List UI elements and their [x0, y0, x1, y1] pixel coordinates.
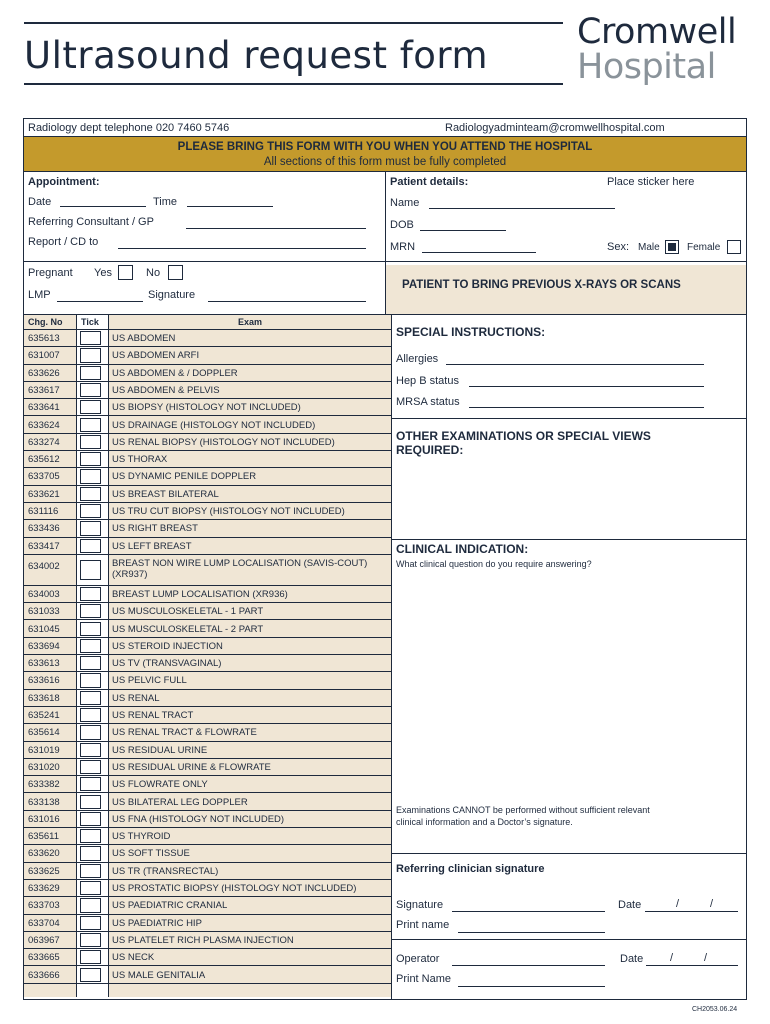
other-exams-heading-1: OTHER EXAMINATIONS OR SPECIAL VIEWS: [396, 429, 651, 443]
charge-number: 633618: [28, 692, 60, 704]
exam-tick-box[interactable]: [80, 383, 101, 397]
referring-label: Referring Consultant / GP: [28, 216, 154, 228]
exam-name: US BIOPSY (HISTOLOGY NOT INCLUDED): [112, 402, 301, 414]
table-row: [24, 724, 391, 741]
charge-number: 633620: [28, 848, 60, 860]
exam-name: US MUSCULOSKELETAL - 1 PART: [112, 606, 264, 618]
request-form: [23, 118, 747, 1000]
charge-number: 631033: [28, 606, 60, 618]
charge-number: 633641: [28, 402, 60, 414]
referrer-print-name-label: Print name: [396, 919, 450, 931]
exam-tick-box[interactable]: [80, 725, 101, 739]
operator-print-name-label: Print Name: [396, 973, 452, 985]
operator-date-field[interactable]: [646, 955, 738, 966]
exam-name: US BREAST BILATERAL: [112, 488, 219, 500]
exam-name: US PROSTATIC BIOPSY (HISTOLOGY NOT INCLUDED): [112, 883, 357, 894]
special-instructions-heading: SPECIAL INSTRUCTIONS:: [396, 325, 546, 339]
table-row: [24, 880, 391, 897]
hepb-label: Hep B status: [396, 375, 459, 387]
table-row: [24, 949, 391, 966]
exam-name: BREAST LUMP LOCALISATION (XR936): [112, 588, 288, 600]
date-field[interactable]: [60, 196, 146, 207]
pregnant-no-checkbox[interactable]: [168, 265, 183, 280]
radiology-telephone: Radiology dept telephone 020 7460 5746: [28, 122, 230, 134]
exam-name: US TR (TRANSRECTAL): [112, 865, 219, 877]
exam-name: US RENAL TRACT: [112, 710, 194, 721]
exam-name: US FNA (HISTOLOGY NOT INCLUDED): [112, 813, 285, 825]
clinical-note-2: clinical information and a Doctor’s signature.: [396, 817, 573, 827]
exam-tick-box[interactable]: [80, 504, 101, 518]
charge-number: 633621: [28, 488, 60, 500]
table-row: [24, 776, 391, 793]
pregnancy-signature-label: Signature: [148, 289, 196, 301]
charge-number: 631016: [28, 813, 60, 825]
exam-tick-box[interactable]: [80, 560, 101, 580]
pregnant-label: Pregnant: [28, 267, 73, 279]
exam-tick-box[interactable]: [80, 656, 101, 670]
radiology-email: Radiologyadminteam@cromwellhospital.com: [445, 122, 665, 134]
exam-tick-box[interactable]: [80, 950, 101, 964]
exam-tick-box[interactable]: [80, 708, 101, 722]
exam-name: US DRAINAGE (HISTOLOGY NOT INCLUDED): [112, 419, 316, 431]
table-row: [24, 621, 391, 638]
operator-label: Operator: [396, 953, 440, 965]
table-row: [24, 417, 391, 434]
mrn-field[interactable]: [422, 242, 536, 253]
exam-tick-box[interactable]: [80, 418, 101, 432]
other-exams-area[interactable]: [392, 459, 746, 539]
operator-print-name-field[interactable]: [458, 976, 605, 987]
operator-date-label: Date: [620, 953, 644, 965]
exam-tick-box[interactable]: [80, 604, 101, 618]
name-field[interactable]: [429, 198, 615, 209]
yes-label: Yes: [94, 267, 112, 279]
charge-number: 633626: [28, 367, 60, 379]
table-row: [24, 794, 391, 811]
charge-number: 635611: [28, 831, 59, 843]
exam-tick-box[interactable]: [80, 898, 101, 912]
divider: [392, 418, 746, 419]
charge-number: 633704: [28, 917, 60, 929]
exam-name: US THORAX: [112, 454, 168, 466]
exam-name: US NECK: [112, 952, 155, 964]
sticker-label: Place sticker here: [607, 176, 695, 188]
exam-tick-box[interactable]: [80, 400, 101, 414]
mrn-label: MRN: [390, 241, 416, 253]
divider: [392, 539, 746, 540]
dob-field[interactable]: [420, 220, 506, 231]
exam-name: US DYNAMIC PENILE DOPPLER: [112, 471, 257, 483]
bring-xrays-notice: PATIENT TO BRING PREVIOUS X-RAYS OR SCANS: [402, 279, 681, 291]
table-row: [24, 967, 391, 984]
charge-number: 633382: [28, 779, 60, 791]
male-label: Male: [638, 242, 660, 253]
charge-number: 633138: [28, 796, 60, 808]
col-tick-header: Tick: [81, 317, 99, 327]
exam-name: US ABDOMEN ARFI: [112, 350, 200, 362]
other-exams-heading-2: REQUIRED:: [396, 443, 464, 457]
charge-number: 634002: [28, 560, 60, 572]
page-title: Ultrasound request form: [24, 34, 488, 77]
mrsa-label: MRSA status: [396, 396, 460, 408]
exam-name: US FLOWRATE ONLY: [112, 779, 208, 791]
mrsa-field[interactable]: [469, 397, 704, 408]
exam-tick-box[interactable]: [80, 968, 101, 982]
charge-number: 633417: [28, 540, 60, 552]
appointment-heading: Appointment:: [28, 176, 100, 188]
exam-name: US TRU CUT BIOPSY (HISTOLOGY NOT INCLUDED): [112, 506, 345, 517]
table-row: [24, 399, 391, 416]
table-row: [24, 932, 391, 949]
exam-tick-box[interactable]: [80, 366, 101, 380]
time-field[interactable]: [187, 196, 273, 207]
col-exam-header: Exam: [237, 317, 263, 327]
referrer-print-name-field[interactable]: [458, 922, 605, 933]
time-label: Time: [153, 196, 178, 208]
patient-heading: Patient details:: [390, 176, 469, 188]
exam-tick-box[interactable]: [80, 673, 101, 687]
charge-number: 633616: [28, 675, 60, 687]
exam-name: US THYROID: [112, 831, 171, 843]
table-row: [24, 347, 391, 364]
charge-number: 631020: [28, 761, 60, 773]
exam-name: US LEFT BREAST: [112, 540, 192, 552]
lmp-label: LMP: [28, 289, 51, 301]
exam-name: US PLATELET RICH PLASMA INJECTION: [112, 934, 294, 946]
table-row: [24, 845, 391, 862]
exam-name: US MUSCULOSKELETAL - 2 PART: [112, 623, 264, 635]
charge-number: 635614: [28, 727, 60, 739]
table-row: [24, 520, 391, 537]
table-row: [24, 811, 391, 828]
exam-name: US PAEDIATRIC CRANIAL: [112, 900, 228, 912]
exam-name: US STEROID INJECTION: [112, 640, 223, 652]
pregnant-yes-checkbox[interactable]: [118, 265, 133, 280]
exam-name: US RIGHT BREAST: [112, 523, 198, 535]
name-label: Name: [390, 197, 420, 209]
exam-name: US PELVIC FULL: [112, 675, 187, 687]
table-row: [24, 707, 391, 724]
divider: [24, 261, 746, 262]
divider: [392, 853, 746, 854]
exam-tick-box[interactable]: [80, 743, 101, 757]
referrer-date-label: Date: [618, 899, 642, 911]
table-row: [24, 538, 391, 555]
charge-number: 633629: [28, 883, 60, 894]
exam-tick-box[interactable]: [80, 452, 101, 466]
charge-number: 633703: [28, 900, 60, 912]
exam-tick-box[interactable]: [80, 881, 101, 895]
table-row: [24, 468, 391, 485]
col-chg-header: Chg. No: [28, 317, 63, 327]
title-bottom-rule: [24, 83, 563, 85]
exam-tick-box[interactable]: [80, 587, 101, 601]
table-row: [24, 828, 391, 845]
exam-tick-box[interactable]: [80, 795, 101, 809]
charge-number: 631045: [28, 623, 60, 635]
exam-tick-box[interactable]: [80, 829, 101, 843]
form-code: CH2053.06.24: [692, 1006, 738, 1013]
charge-number: 634003: [28, 588, 60, 600]
clinical-question: What clinical question do you require answering?: [396, 559, 592, 569]
table-row: [24, 672, 391, 689]
operator-field[interactable]: [452, 955, 605, 966]
clinical-indication-area[interactable]: [392, 574, 746, 799]
table-row: [24, 897, 391, 914]
date-slash: /: [710, 898, 714, 910]
exam-name: US RENAL BIOPSY (HISTOLOGY NOT INCLUDED): [112, 436, 335, 448]
date-slash: /: [670, 952, 674, 964]
exam-tick-box[interactable]: [80, 331, 101, 345]
table-row: [24, 863, 391, 880]
date-slash: /: [704, 952, 708, 964]
exam-name: BREAST NON WIRE LUMP LOCALISATION (SAVIS-COUT) (XR937): [112, 557, 368, 580]
banner-line-1: PLEASE BRING THIS FORM WITH YOU WHEN YOU ATTEND THE HOSPITAL: [177, 141, 593, 153]
exam-tick-box[interactable]: [80, 777, 101, 791]
exam-tick-box[interactable]: [80, 846, 101, 860]
table-row: [24, 655, 391, 672]
exam-name: US ABDOMEN & / DOPPLER: [112, 367, 238, 379]
hospital-logo: [577, 12, 737, 87]
allergies-field[interactable]: [446, 354, 704, 365]
lmp-field[interactable]: [57, 291, 143, 302]
exam-name: US BILATERAL LEG DOPPLER: [112, 796, 248, 808]
charge-number: 633613: [28, 658, 60, 670]
exam-name: US RENAL: [112, 692, 160, 704]
exam-tick-box[interactable]: [80, 639, 101, 653]
pregnancy-signature-field[interactable]: [208, 291, 366, 302]
title-top-rule: [24, 22, 563, 24]
table-row: [24, 586, 391, 603]
sex-label: Sex:: [607, 241, 630, 253]
charge-number: 635241: [28, 710, 60, 721]
divider: [392, 939, 746, 940]
table-row: [24, 365, 391, 382]
exam-name: US RENAL TRACT & FLOWRATE: [112, 727, 257, 739]
charge-number: 633665: [28, 952, 60, 964]
hepb-field[interactable]: [469, 376, 704, 387]
male-checkbox[interactable]: [665, 240, 679, 254]
exam-tick-box[interactable]: [80, 916, 101, 930]
exam-tick-box[interactable]: [80, 487, 101, 501]
referring-field[interactable]: [186, 218, 366, 229]
referrer-heading: Referring clinician signature: [396, 863, 545, 875]
exam-tick-box[interactable]: [80, 622, 101, 636]
female-label: Female: [687, 242, 721, 253]
exam-tick-box[interactable]: [80, 760, 101, 774]
exam-tick-box[interactable]: [80, 521, 101, 535]
table-row: [24, 330, 391, 347]
exam-tick-box[interactable]: [80, 691, 101, 705]
clinical-indication-heading: CLINICAL INDICATION:: [396, 542, 529, 556]
charge-number: 633694: [28, 640, 60, 652]
charge-number: 633625: [28, 865, 60, 877]
table-row: [24, 759, 391, 776]
female-checkbox[interactable]: [727, 240, 741, 254]
charge-number: 631019: [28, 744, 60, 756]
logo-line-cromwell: Cromwell: [577, 12, 737, 52]
table-row: [24, 555, 391, 586]
table-row: [24, 451, 391, 468]
charge-number: 633274: [28, 436, 60, 448]
exam-name: US ABDOMEN: [112, 333, 176, 344]
exam-name: US RESIDUAL URINE & FLOWRATE: [112, 761, 271, 773]
exam-tick-box[interactable]: [80, 539, 101, 553]
charge-number: 631007: [28, 350, 60, 362]
exam-name: US RESIDUAL URINE: [112, 744, 208, 756]
exam-tick-box[interactable]: [80, 469, 101, 483]
exam-tick-box[interactable]: [80, 812, 101, 826]
table-row: [24, 742, 391, 759]
exam-name: US TV (TRANSVAGINAL): [112, 658, 222, 670]
table-row: [24, 638, 391, 655]
clinical-note-1: Examinations CANNOT be performed without sufficient relevant: [396, 805, 650, 815]
report-label: Report / CD to: [28, 236, 99, 248]
date-slash: /: [676, 898, 680, 910]
exam-name: US ABDOMEN & PELVIS: [112, 384, 220, 396]
charge-number: 633624: [28, 419, 60, 431]
table-row: [24, 915, 391, 932]
charge-number: 633436: [28, 523, 60, 535]
table-row: [24, 486, 391, 503]
exam-tick-box[interactable]: [80, 864, 101, 878]
referrer-date-field[interactable]: [645, 901, 738, 912]
dob-label: DOB: [390, 219, 414, 231]
exam-tick-box[interactable]: [80, 933, 101, 947]
charge-number: 631116: [28, 506, 59, 517]
referrer-signature-label: Signature: [396, 899, 444, 911]
table-row: [24, 603, 391, 620]
logo-line-hospital: Hospital: [577, 47, 716, 87]
exam-name: US SOFT TISSUE: [112, 848, 190, 860]
exam-tick-box[interactable]: [80, 435, 101, 449]
charge-number: 063967: [28, 934, 60, 946]
banner-line-2: All sections of this form must be fully completed: [263, 156, 507, 168]
table-header-row: [24, 315, 391, 330]
exam-name: US MALE GENITALIA: [112, 969, 206, 981]
exam-tick-box[interactable]: [80, 348, 101, 362]
table-row: [24, 434, 391, 451]
referrer-signature-field[interactable]: [452, 901, 605, 912]
date-label: Date: [28, 196, 52, 208]
exam-name: US PAEDIATRIC HIP: [112, 917, 202, 929]
table-row: [24, 382, 391, 399]
charge-number: 633705: [28, 471, 60, 483]
report-field[interactable]: [118, 238, 366, 249]
table-row: [24, 690, 391, 707]
charge-number: 635612: [28, 454, 60, 466]
no-label: No: [146, 267, 161, 279]
charge-number: 635613: [28, 333, 60, 344]
table-row: [24, 503, 391, 520]
allergies-label: Allergies: [396, 353, 439, 365]
charge-number: 633666: [28, 969, 60, 981]
charge-number: 633617: [28, 384, 60, 396]
